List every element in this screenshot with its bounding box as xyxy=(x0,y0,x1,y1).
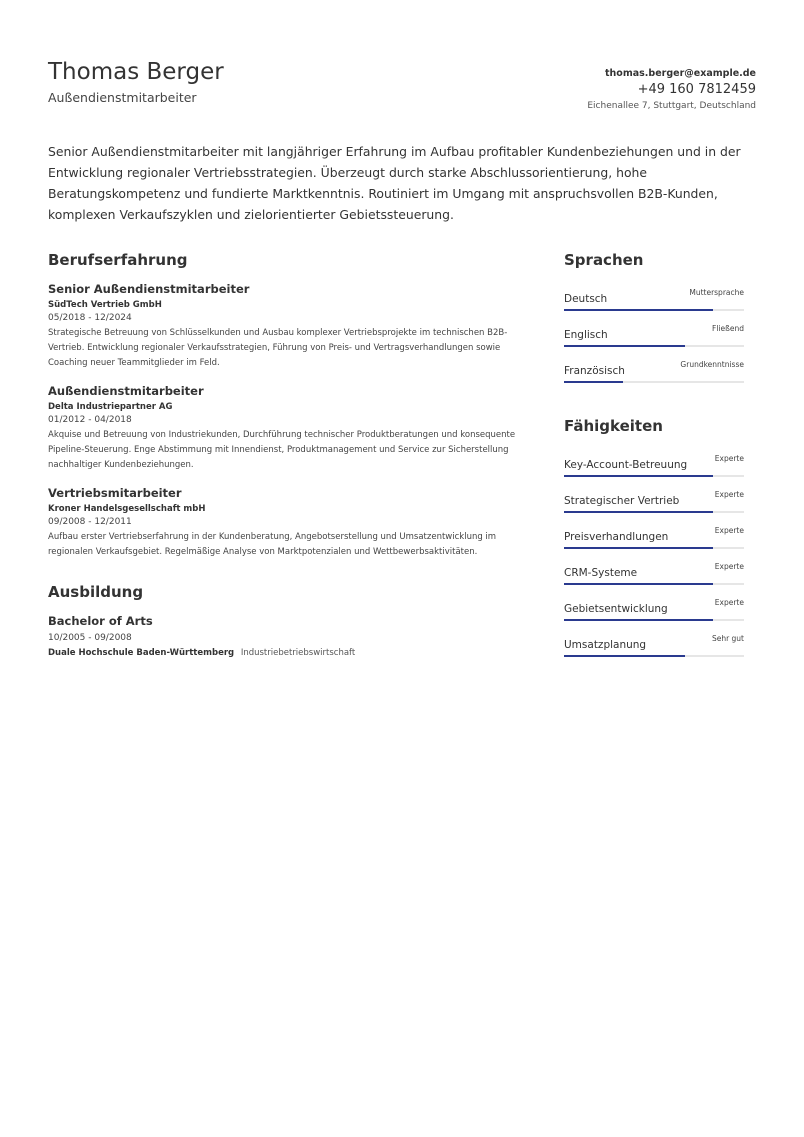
education-section xyxy=(48,582,528,660)
job-title: Außendienstmitarbeiter xyxy=(48,384,204,398)
contact-phone[interactable]: +49 160 7812459 xyxy=(637,82,756,97)
skill-item xyxy=(564,628,744,664)
skill-item-label: Strategischer Vertrieb xyxy=(564,495,680,507)
job-entry xyxy=(48,282,528,371)
job-description: Akquise und Betreuung von Industriekunden, Durchführung technischer Produktberatungen und konsequente Pipeline-Steuerung. Enge Abstimmung mit Innendienst, Produktmanagement und Service zur Sicherstellung nachhaltiger Kundenbeziehungen. xyxy=(48,430,516,470)
skill-item-bar-track xyxy=(564,511,744,513)
main-column xyxy=(48,250,528,660)
skill-item xyxy=(564,556,744,592)
education-dates: 10/2005 - 09/2008 xyxy=(48,633,132,643)
skill-item-level: Experte xyxy=(714,490,744,499)
experience-heading: Berufserfahrung xyxy=(48,251,188,269)
skill-item-level: Experte xyxy=(714,526,744,535)
language-item xyxy=(564,354,744,390)
language-item-label: Englisch xyxy=(564,329,608,341)
skill-item-bar-track xyxy=(564,547,744,549)
job-title: Senior Außendienstmitarbeiter xyxy=(48,282,250,296)
education-field: Industriebetriebswirtschaft xyxy=(240,648,356,658)
job-dates: 05/2018 - 12/2024 xyxy=(48,313,132,323)
language-item xyxy=(564,282,744,318)
language-item-level: Fließend xyxy=(712,324,744,333)
skill-item-label: Gebietsentwicklung xyxy=(564,603,668,615)
skill-item-label: Key-Account-Betreuung xyxy=(564,459,688,471)
language-item-level: Muttersprache xyxy=(689,288,744,297)
person-role: Außendienstmitarbeiter xyxy=(48,90,197,105)
language-item-label: Deutsch xyxy=(564,293,608,305)
skill-item xyxy=(564,448,744,484)
skill-item xyxy=(564,484,744,520)
job-description: Strategische Betreuung von Schlüsselkunden und Ausbau komplexer Vertriebsprojekte im technischen B2B-Vertrieb. Entwicklung regionaler Verkaufsstrategien, Führung von Preis- und Vertragsverhandlungen sowie Coaching neuer Teammitglieder im Feld. xyxy=(48,328,508,368)
job-company: SüdTech Vertrieb GmbH xyxy=(48,300,162,310)
skill-item xyxy=(564,592,744,628)
languages-section xyxy=(564,250,744,390)
contact-email[interactable]: thomas.berger@example.de xyxy=(605,68,756,79)
language-item-bar-fill xyxy=(564,345,685,347)
experience-section xyxy=(48,250,528,560)
person-name: Thomas Berger xyxy=(48,59,224,85)
skill-item-bar-fill xyxy=(564,511,713,513)
skill-item-bar-fill xyxy=(564,619,713,621)
skill-item-bar-fill xyxy=(564,655,685,657)
skill-item-bar-track xyxy=(564,619,744,621)
resume-header xyxy=(48,58,756,128)
skill-item-level: Experte xyxy=(714,562,744,571)
sidebar-column xyxy=(564,250,744,664)
skill-item-label: Preisverhandlungen xyxy=(564,531,669,543)
skill-item-bar-fill xyxy=(564,475,713,477)
language-item-bar-track xyxy=(564,381,744,383)
skill-item-bar-track xyxy=(564,475,744,477)
profile-summary: Senior Außendienstmitarbeiter mit langjähriger Erfahrung im Aufbau profitabler Kundenbeziehungen und in der Entwicklung regionaler Vertriebsstrategien. Überzeugt durch starke Abschlussorientierung, hohe Beratungskompetenz und fundierte Marktkenntnis. Routiniert im Umgang mit anspruchsvollen B2B-Kunden, komplexen Verkaufszyklen und zielorientierter Gebietssteuerung. xyxy=(48,144,741,222)
education-heading: Ausbildung xyxy=(48,583,144,601)
languages-heading: Sprachen xyxy=(564,251,644,269)
skills-list xyxy=(564,448,744,664)
skill-item xyxy=(564,520,744,556)
skill-item-bar-track xyxy=(564,583,744,585)
education-institution-line xyxy=(48,647,528,660)
contact-block xyxy=(587,67,756,113)
education-degree: Bachelor of Arts xyxy=(48,614,153,628)
education-school: Duale Hochschule Baden-Württemberg xyxy=(48,648,235,658)
skill-item-label: CRM-Systeme xyxy=(564,567,638,579)
language-item-bar-track xyxy=(564,345,744,347)
job-dates: 01/2012 - 04/2018 xyxy=(48,415,132,425)
language-item xyxy=(564,318,744,354)
contact-address: Eichenallee 7, Stuttgart, Deutschland xyxy=(587,101,756,111)
job-description: Aufbau erster Vertriebserfahrung in der Kundenberatung, Angebotserstellung und Umsatzentwicklung im regionalen Verkaufsgebiet. Regelmäßige Analyse von Marktpotenzialen und Wettbewerbsaktivitäten. xyxy=(48,532,497,557)
language-item-label: Französisch xyxy=(564,365,625,377)
skill-item-bar-fill xyxy=(564,583,713,585)
job-title: Vertriebsmitarbeiter xyxy=(48,486,182,500)
language-item-bar-track xyxy=(564,309,744,311)
skill-item-level: Experte xyxy=(714,598,744,607)
language-item-bar-fill xyxy=(564,381,623,383)
job-company: Delta Industriepartner AG xyxy=(48,402,173,412)
job-company: Kroner Handelsgesellschaft mbH xyxy=(48,504,206,514)
skill-item-bar-fill xyxy=(564,547,713,549)
skills-heading: Fähigkeiten xyxy=(564,417,663,435)
skills-section xyxy=(564,416,744,664)
language-item-bar-fill xyxy=(564,309,713,311)
job-entry xyxy=(48,384,528,473)
skill-item-level: Experte xyxy=(714,454,744,463)
skill-item-label: Umsatzplanung xyxy=(564,639,647,651)
job-dates: 09/2008 - 12/2011 xyxy=(48,517,132,527)
skill-item-level: Sehr gut xyxy=(711,634,744,643)
job-entry xyxy=(48,486,528,560)
languages-list xyxy=(564,282,744,390)
language-item-level: Grundkenntnisse xyxy=(680,360,744,369)
skill-item-bar-track xyxy=(564,655,744,657)
